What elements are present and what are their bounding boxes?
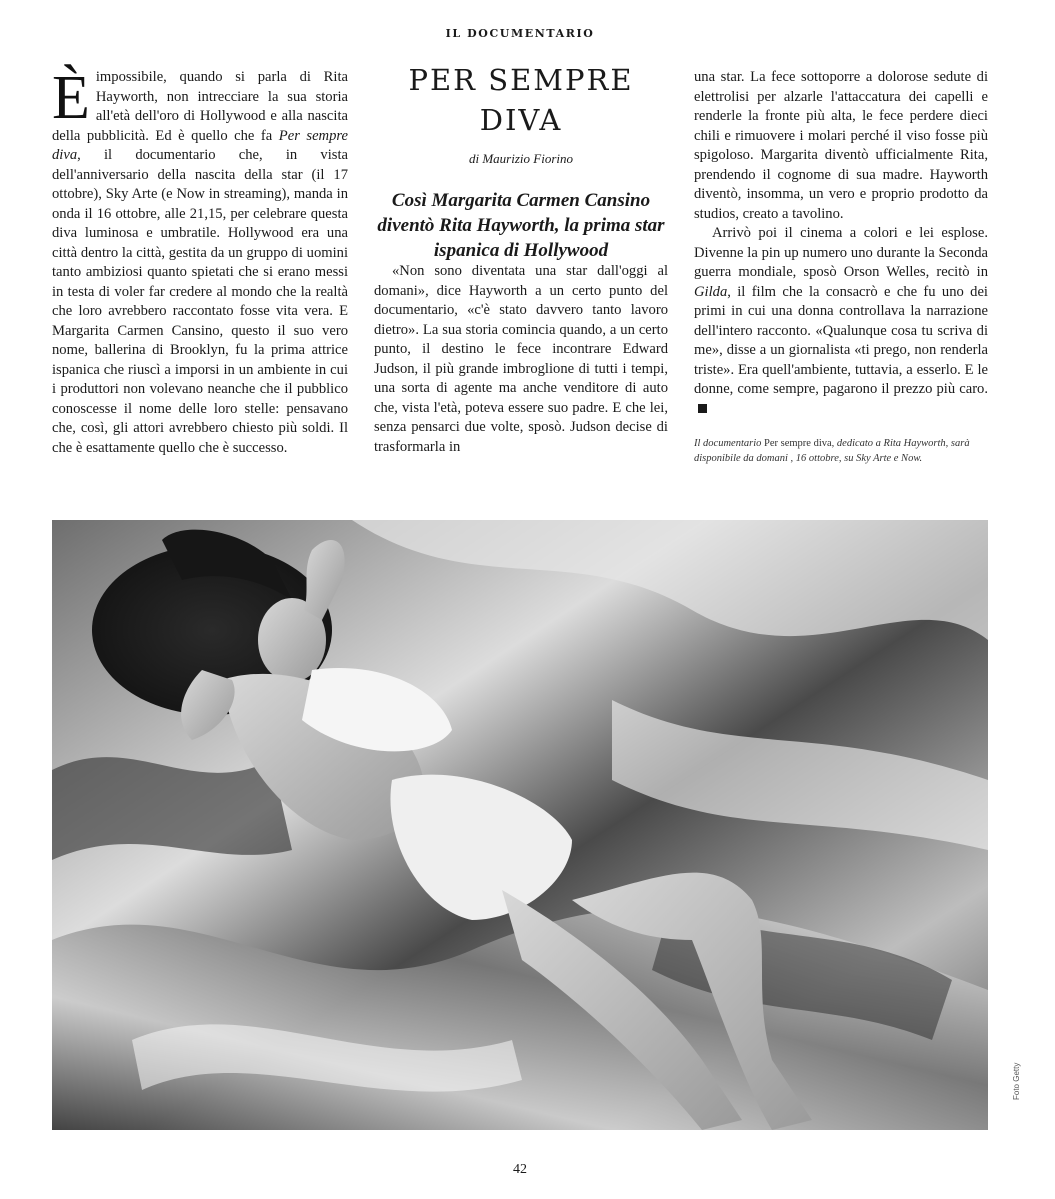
body-paragraph (52, 64, 348, 458)
body-column-1 (52, 64, 348, 458)
body-column-2 (374, 262, 668, 457)
article-title (370, 60, 672, 140)
text-run: Arrivò poi il cinema a colori e lei esplose. Divenne la pin up numero uno durante la Seconda guerra mondiale, sposò Orson Welles, recitò in (694, 225, 988, 280)
body-column-3 (694, 68, 988, 419)
end-mark-icon (698, 404, 707, 413)
photo-credit: Foto Getty (1012, 1062, 1021, 1100)
film-title: Per sempre diva (764, 438, 832, 449)
text-run: impossibile, quando si parla di Rita Hayworth, non intrecciare la sua storia all'età dell'oro di Hollywood e alla nascita della pubblicità. Ed è quello che fa (52, 69, 348, 144)
feature-photo (52, 520, 988, 1130)
film-title: Gilda (694, 283, 728, 300)
text-run: , dedicato a Rita Hayworth, sarà disponibile da domani , 16 ottobre, su Sky Arte e Now. (694, 438, 970, 464)
section-label: IL DOCUMENTARIO (445, 27, 595, 40)
photo-illustration (52, 520, 988, 1130)
byline: di Maurizio Fiorino (468, 151, 573, 166)
body-paragraph: una star. La fece sottoporre a dolorose sedute di elettrolisi per alzarle l'attaccatura dei capelli e renderle la fronte più alta, le fece perdere dieci chili e rimuovere i molari perché il viso fosse più spigoloso. Margarita diventò ufficialmente Rita, prendendo il cognome di sua madre. Hayworth diventò, insomma, un vero e proprio prodotto da studios, creato a tavolino. (694, 69, 988, 222)
title-line-1: PER SEMPRE (408, 63, 634, 97)
body-paragraph: «Non sono diventata una star dall'oggi al domani», dice Hayworth a un certo punto del documentario, «c'è stato davvero tanto lavoro dietro». La sua storia comincia quando, a un certo punto, il destino le fece incontrare Edward Judson, il più grande imbroglione di tutti i tempi, una sorta di agente ma anche venditore di auto che, vista l'età, poteva essere suo padre. E che lei, senza pensarci due volte, sposò. Judson decise di trasformarla in (374, 263, 668, 455)
page-number: 42 (513, 1162, 527, 1177)
title-line-2: DIVA (479, 103, 563, 137)
film-title: Per sempre diva (52, 127, 348, 163)
text-run: , il film che la consacrò e che fu uno dei primi in cui una donna controllava la narrazione dell'intero racconto. «Qualunque cosa tu scriva di me», disse a un giornalista «ti prego, non renderla triste». Era quell'ambiente, tuttavia, a esserlo. E le donne, come sempre, pagarono il prezzo più caro. (694, 283, 988, 397)
text-run: Il documentario (694, 438, 764, 449)
photo-caption (694, 436, 994, 466)
drop-cap: È (52, 64, 90, 132)
text-run: , il documentario che, in vista dell'anniversario della nascita della star (il 17 ottobre), Sky Arte (e Now in streaming), manda in onda il 16 ottobre, alle 21,15, per celebrare questa diva luminosa e umbratile. Hollywood era una città dentro la città, gestita da un gruppo di uomini tanto ambiziosi quanto spietati che si erano messi in testa di voler far credere al mondo che la realtà che loro avrebbero raccontato fosse vita vera. E Margarita Carmen Cansino, questo il suo vero nome, ballerina di Brooklyn, fu la prima attrice ispanica che riuscì a imporsi in un ambiente in cui i produttori non volevano neanche che il pubblico conoscesse il nome delle loro stelle: pensavano che, così, gli attori avrebbero chiesto più soldi. Il che è esattamente quello che è successo. (52, 147, 348, 456)
body-paragraph (694, 224, 988, 419)
article-subtitle: Così Margarita Carmen Cansino diventò Rita Hayworth, la prima star ispanica di Hollywood (377, 190, 665, 261)
